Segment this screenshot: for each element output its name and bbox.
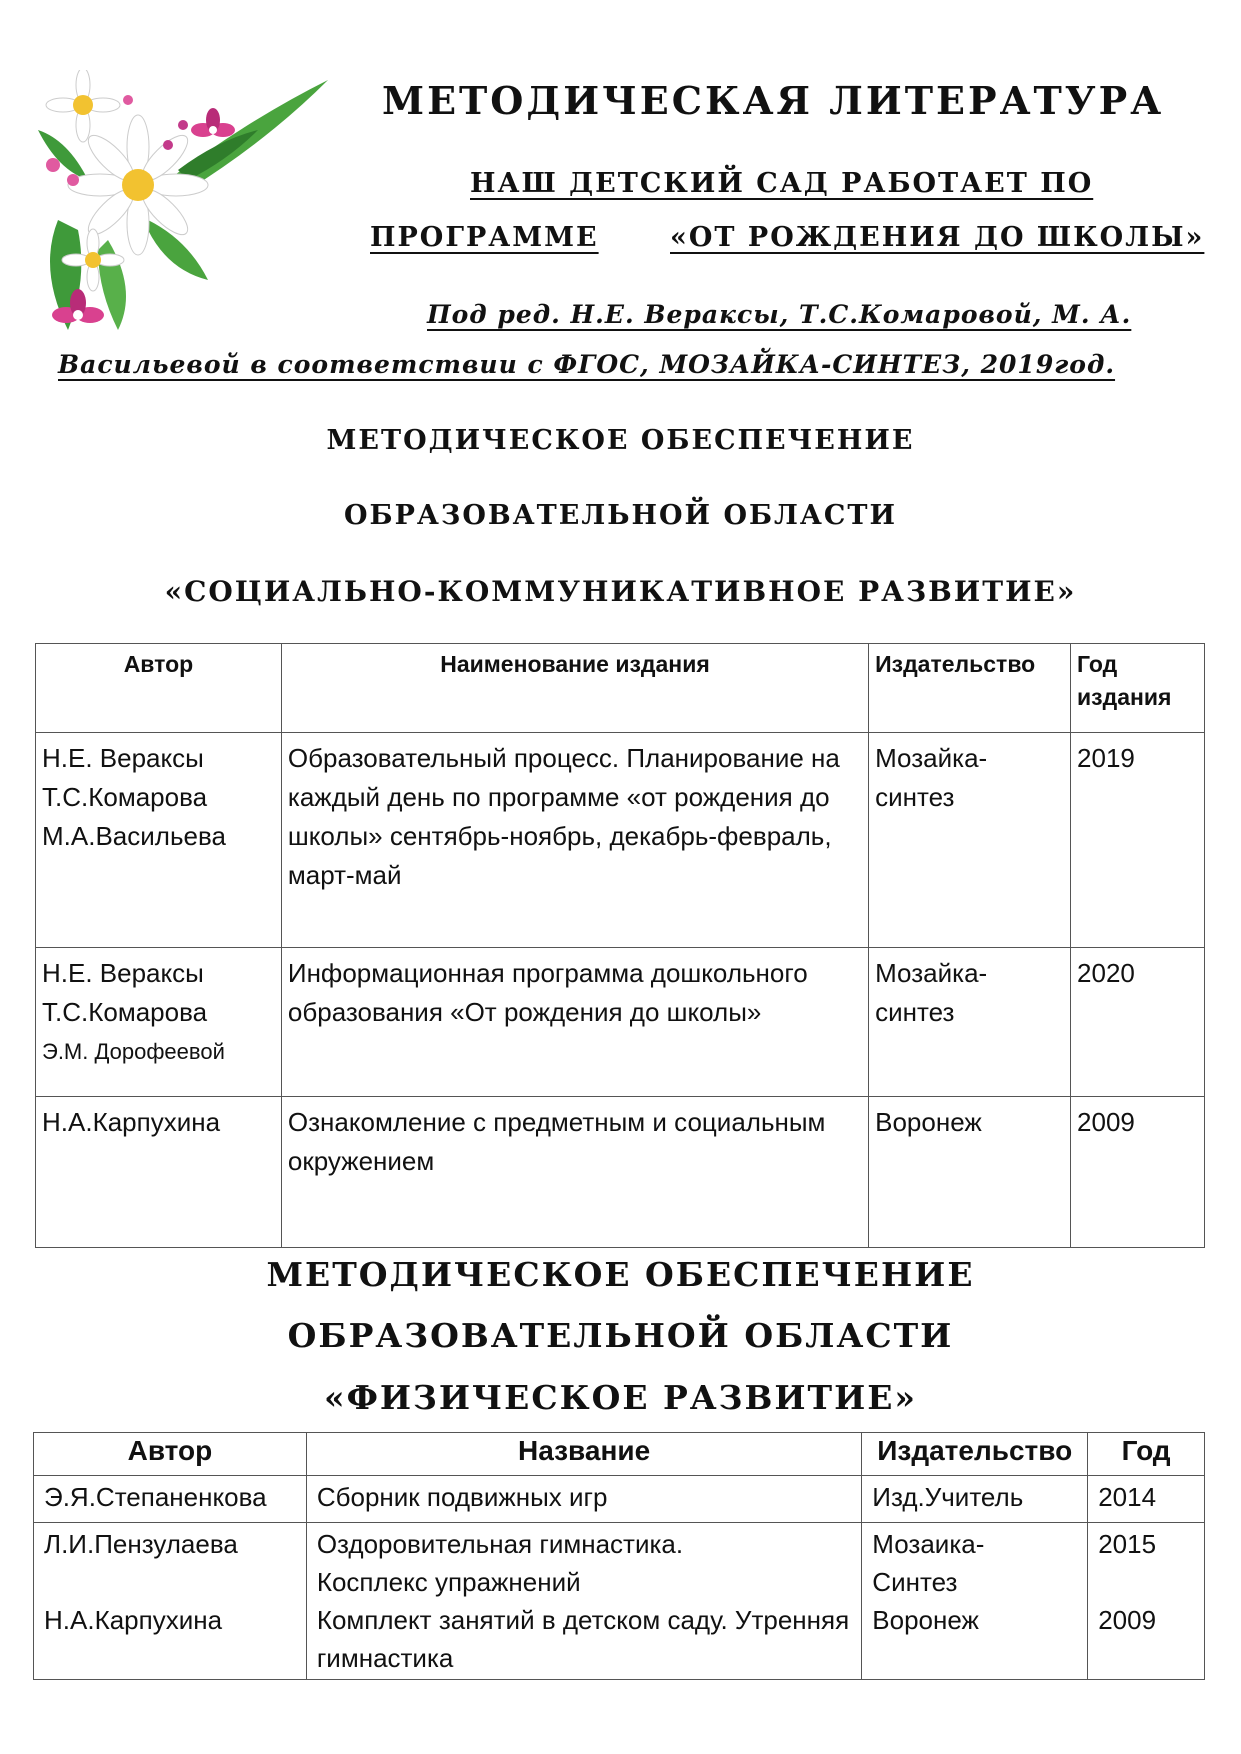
title-cell: Сборник подвижных игр [306,1476,861,1523]
column-header-title: Наименование издания [281,644,868,733]
author-cell [36,733,282,948]
title-cell: Ознакомление с предметным и социальным окружением [281,1097,868,1248]
column-header-year: Год издания [1071,644,1205,733]
author-name: М.А.Васильева [42,821,226,851]
publisher-text: Воронеж [872,1605,979,1635]
author-name: Н.А.Карпухина [44,1605,223,1635]
title-text: Комплект занятий в детском саду. Утренняя гимнастика [316,1605,850,1673]
year-cell: 2020 [1071,948,1205,1097]
year-text: 2009 [1098,1605,1157,1635]
author-cell [36,948,282,1097]
editors-line2: Васильевой в соответствии с ФГОС, МОЗАЙКА-СИНТЕЗ, 2019год. [58,350,1116,379]
title-cell: Информационная программа дошкольного образования «От рождения до школы» [281,948,868,1097]
program-subtitle-line1: НАШ ДЕТСКИЙ САД РАБОТАЕТ ПО [470,168,1094,199]
editors-line1: Под ред. Н.Е. Вераксы, Т.С.Комаровой, М. А. [427,300,1132,329]
column-header-publisher: Издательство [862,1433,1088,1476]
author-cell [36,1097,282,1248]
year-cell [1088,1523,1205,1680]
author-name: Н.Е. Вераксы [42,958,204,988]
section2-heading-line2: ОБРАЗОВАТЕЛЬНОЙ ОБЛАСТИ [287,1316,954,1355]
author-name: Э.М. Дорофеевой [42,1039,225,1064]
section1-heading-line3: «СОЦИАЛЬНО-КОММУНИКАТИВНОЕ РАЗВИТИЕ» [164,575,1077,608]
column-header-title: Название [306,1433,861,1476]
section2-heading-line1: МЕТОДИЧЕСКОЕ ОБЕСПЕЧЕНИЕ [266,1255,975,1294]
year-cell: 2019 [1071,733,1205,948]
social-development-table [35,643,1205,1248]
section1-heading-line2: ОБРАЗОВАТЕЛЬНОЙ ОБЛАСТИ [343,500,897,531]
page-title: МЕТОДИЧЕСКАЯ ЛИТЕРАТУРА [382,78,1165,123]
column-header-author: Автор [34,1433,307,1476]
column-header-year: Год [1088,1433,1205,1476]
author-cell [34,1523,307,1680]
author-name: Т.С.Комарова [42,997,208,1027]
publisher-text: Мозаика-Синтез [872,1529,985,1597]
table-row [34,1476,1205,1523]
table-row [36,1097,1205,1248]
column-header-publisher: Издательство [869,644,1071,733]
section1-heading-line1: МЕТОДИЧЕСКОЕ ОБЕСПЕЧЕНИЕ [326,425,915,456]
flower-decoration [18,70,338,340]
year-cell: 2009 [1071,1097,1205,1248]
year-text: 2015 [1098,1529,1157,1559]
table-row [36,733,1205,948]
table-row [34,1523,1205,1680]
title-cell: Образовательный процесс. Планирование на каждый день по программе «от рождения до школы» сентябрь-ноябрь, декабрь-февраль, март-май [281,733,868,948]
table-row [36,948,1205,1097]
publisher-cell: Мозайка-синтез [869,733,1071,948]
author-cell: Э.Я.Степаненкова [34,1476,307,1523]
program-subtitle-line2b: «ОТ РОЖДЕНИЯ ДО ШКОЛЫ» [670,222,1205,253]
table-header-row [36,644,1205,733]
publisher-cell: Мозайка-синтез [869,948,1071,1097]
program-subtitle-line2a: ПРОГРАММЕ [370,222,599,253]
publisher-cell: Воронеж [869,1097,1071,1248]
section2-heading-line3: «ФИЗИЧЕСКОЕ РАЗВИТИЕ» [323,1378,918,1417]
author-name: Т.С.Комарова [42,782,208,812]
title-cell [306,1523,861,1680]
physical-development-table [33,1432,1205,1680]
table-header-row [34,1433,1205,1476]
year-cell: 2014 [1088,1476,1205,1523]
author-name: Л.И.Пензулаева [44,1529,238,1559]
publisher-cell: Изд.Учитель [862,1476,1088,1523]
author-name: Н.А.Карпухина [42,1107,221,1137]
column-header-author: Автор [36,644,282,733]
title-text: Оздоровительная гимнастика. Косплекс упражнений [316,1529,684,1597]
publisher-cell [862,1523,1088,1680]
author-name: Н.Е. Вераксы [42,743,204,773]
